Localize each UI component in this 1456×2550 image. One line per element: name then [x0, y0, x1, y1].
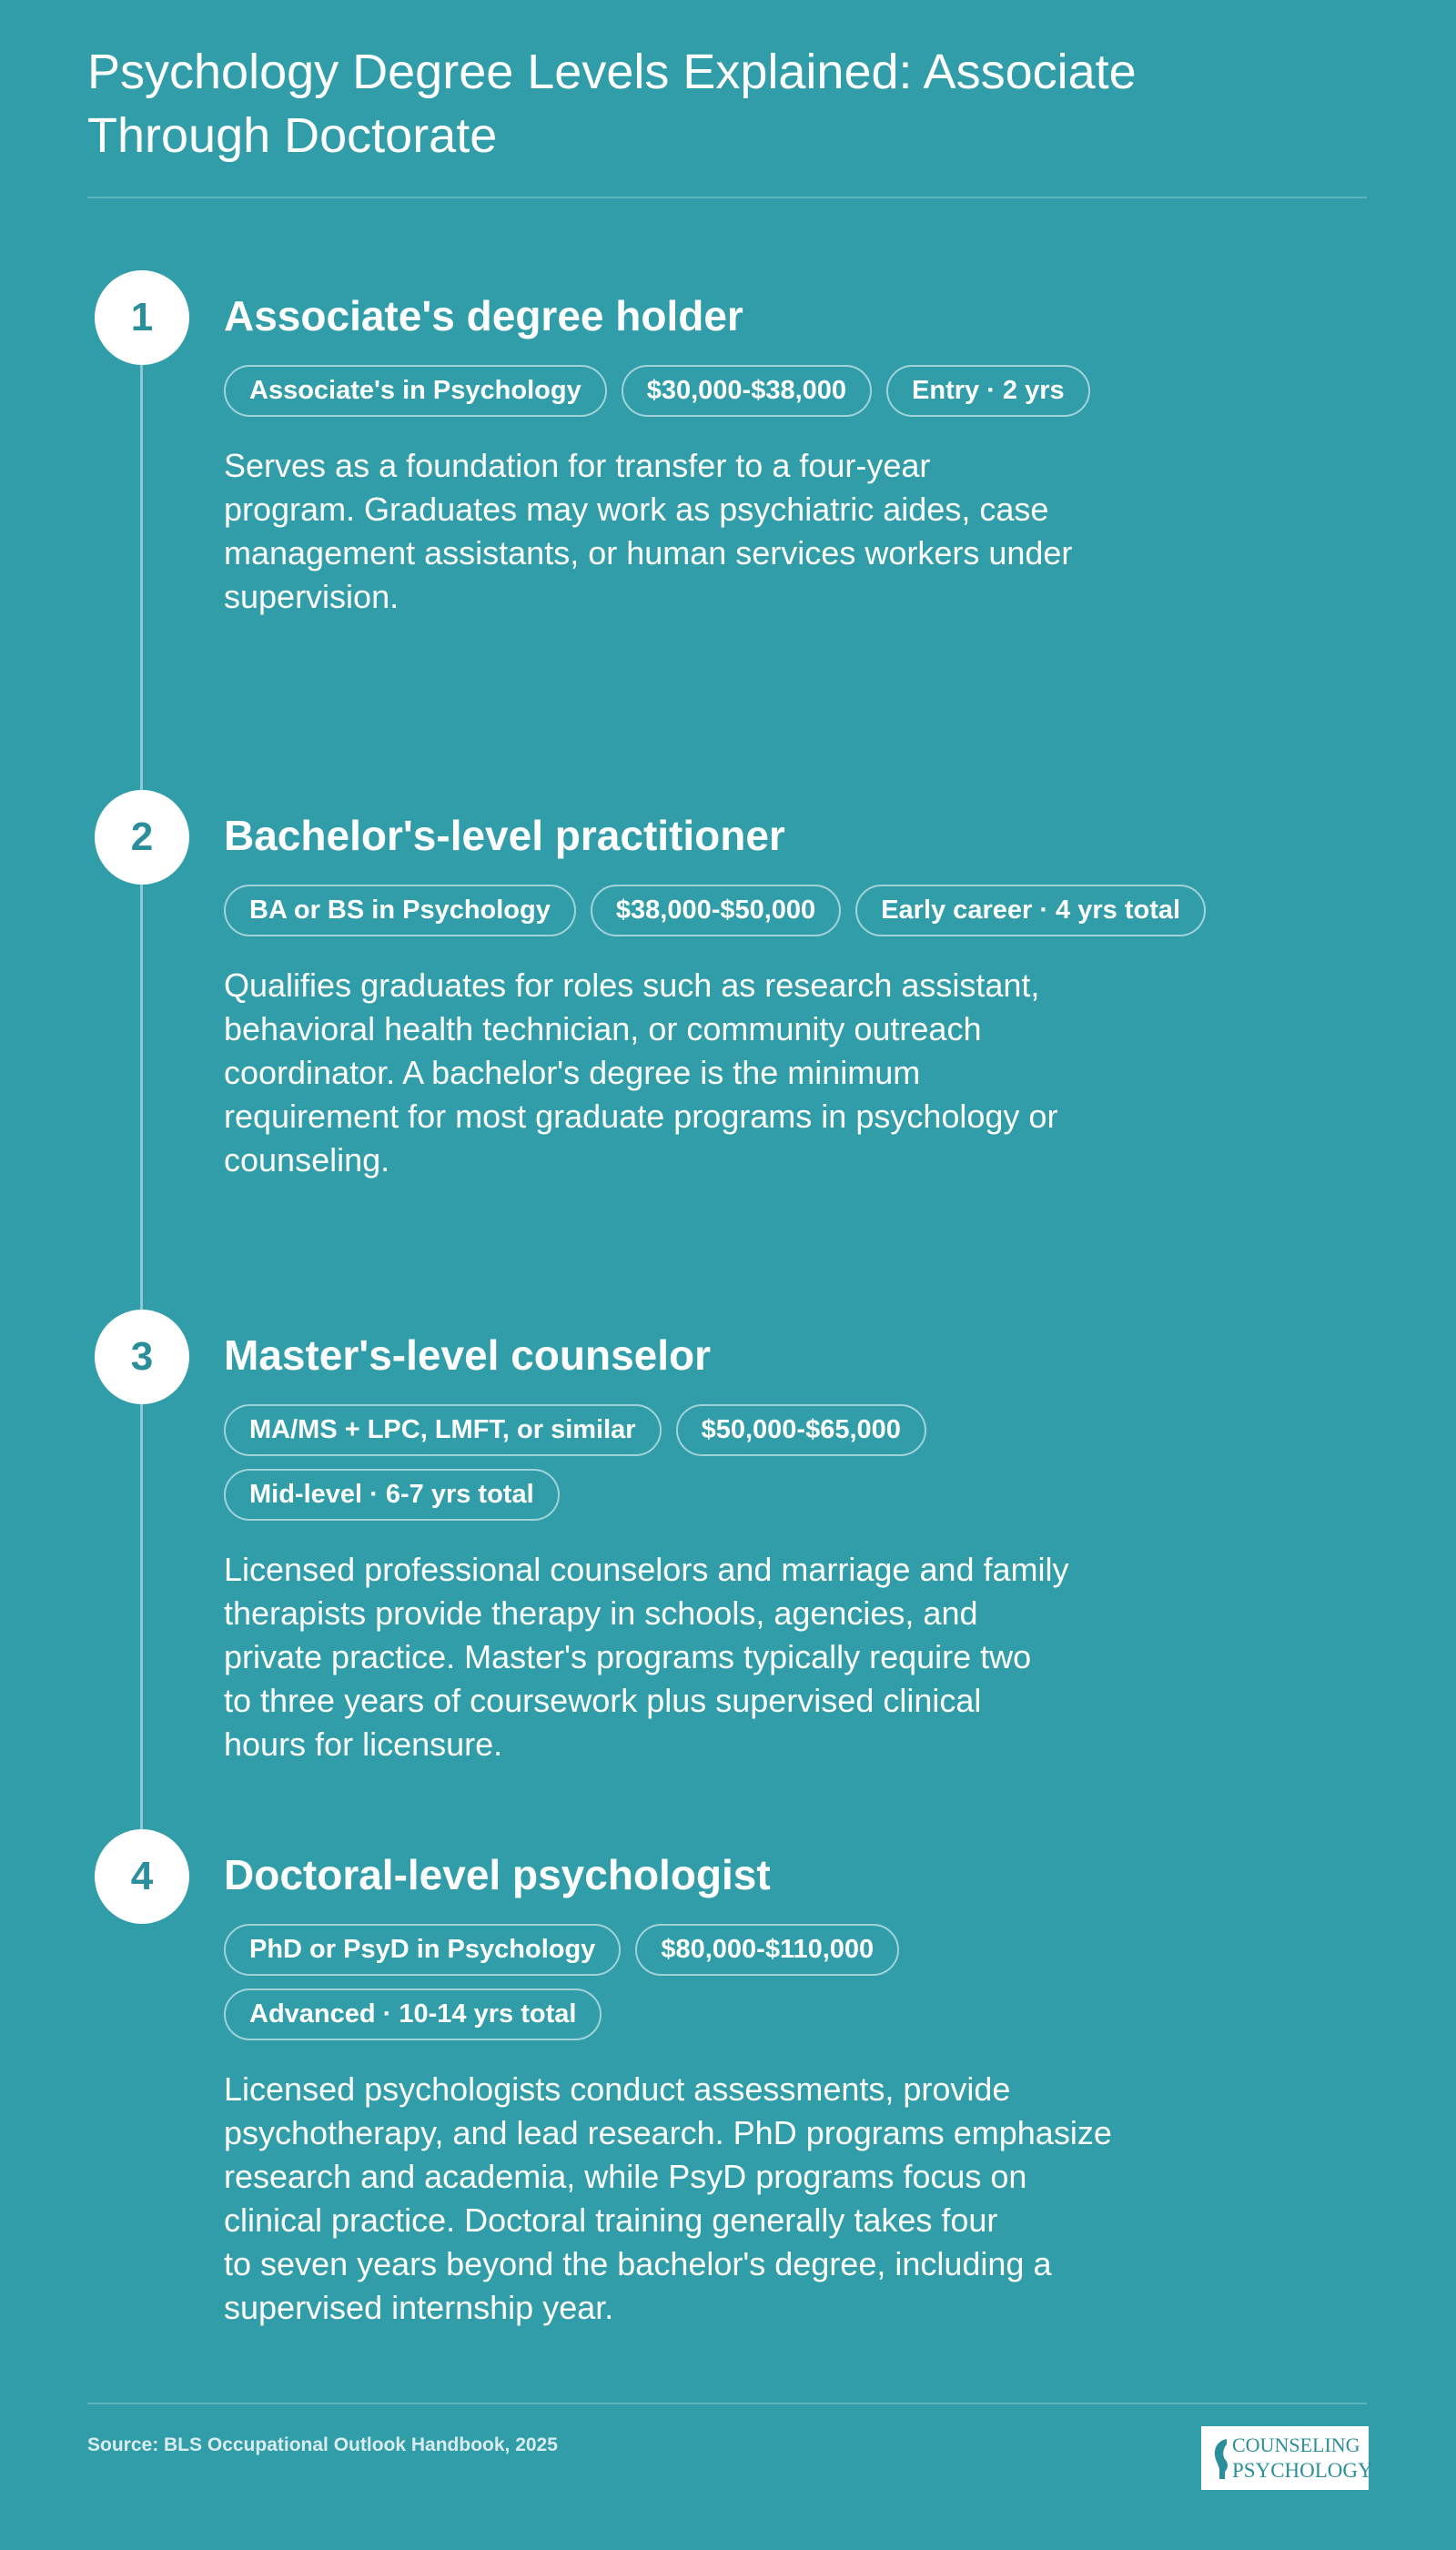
brand-logo — [1201, 2426, 1373, 2490]
step-title: Associate's degree holder — [224, 292, 743, 339]
page-title: Psychology Degree Levels Explained: Associate Through Doctorate — [87, 45, 1137, 163]
salary-tag: $30,000-$38,000 — [622, 365, 872, 417]
degree-tag: Associate's in Psychology — [224, 365, 607, 417]
step-content — [224, 810, 1343, 1182]
step-content — [224, 1330, 1343, 1766]
duration-tag: Mid-level · 6-7 yrs total — [224, 1469, 560, 1521]
step-tags — [224, 1924, 988, 2040]
footer-divider — [87, 2403, 1367, 2404]
step-title: Doctoral-level psychologist — [224, 1851, 771, 1898]
step-description: Qualifies graduates for roles such as research assistant, behavioral health technician, or community outreach coordinator. A bachelor's degree is the minimum requirement for most graduate programs in psychology or counseling. — [224, 966, 1058, 1179]
step-tags — [224, 885, 1343, 936]
step-description: Licensed psychologists conduct assessments, provide psychotherapy, and lead research. PhD programs emphasize research and academia, while PsyD programs focus on clinical practice. Doctoral training generally takes four to seven years beyond the bachelor's degree, including a supervised internship year. — [224, 2070, 1112, 2326]
step-number-badge: 2 — [95, 790, 189, 885]
logo-wordmark — [1232, 2433, 1373, 2484]
step-description: Licensed professional counselors and marriage and family therapists provide therapy in schools, agencies, and private practice. Master's programs typically require two to three years of coursework plus supervised clinical hours for licensure. — [224, 1551, 1069, 1763]
logo-line-counseling: COUNSELING — [1232, 2434, 1360, 2456]
salary-tag: $80,000-$110,000 — [635, 1924, 899, 1976]
step-number-badge: 1 — [95, 270, 189, 365]
step-number-badge: 4 — [95, 1829, 189, 1924]
step-description: Serves as a foundation for transfer to a four-year program. Graduates may work as psychiatric aides, case management assistants, or human services workers under supervision. — [224, 447, 1073, 615]
degree-tag: PhD or PsyD in Psychology — [224, 1924, 621, 1976]
step-tags — [224, 365, 1343, 417]
step-title: Bachelor's-level practitioner — [224, 812, 785, 859]
degree-tag: BA or BS in Psychology — [224, 885, 576, 936]
head-profile-icon — [1212, 2435, 1230, 2481]
source-note: Source: BLS Occupational Outlook Handbook, 2025 — [87, 2434, 558, 2455]
duration-tag: Early career · 4 yrs total — [855, 885, 1206, 936]
step-title: Master's-level counselor — [224, 1331, 712, 1379]
degree-tag: MA/MS + LPC, LMFT, or similar — [224, 1404, 662, 1456]
step-number-badge: 3 — [95, 1310, 189, 1404]
step-content — [224, 1849, 1343, 2330]
step-tags — [224, 1404, 988, 1521]
duration-tag: Advanced · 10-14 yrs total — [224, 1988, 602, 2040]
salary-tag: $50,000-$65,000 — [676, 1404, 926, 1456]
timeline-line — [140, 319, 143, 1875]
step-content — [224, 290, 1343, 619]
duration-tag: Entry · 2 yrs — [886, 365, 1090, 417]
logo-line-psychology: PSYCHOLOGY — [1232, 2459, 1373, 2482]
header-divider — [87, 197, 1367, 198]
salary-tag: $38,000-$50,000 — [591, 885, 841, 936]
